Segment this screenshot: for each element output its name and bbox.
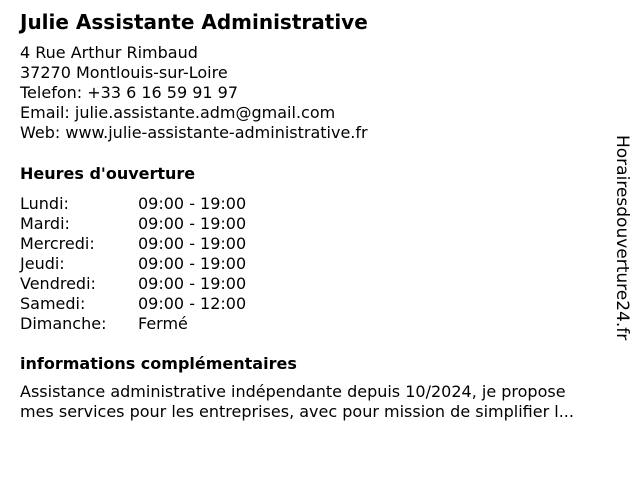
hours-row-friday	[20, 274, 246, 294]
address-line-2: 37270 Montlouis-sur-Loire	[20, 63, 228, 82]
info-line-2: mes services pour les entreprises, avec pour mission de simplifier l...	[20, 402, 574, 421]
day-label: Vendredi:	[20, 274, 96, 293]
day-label: Jeudi:	[20, 254, 65, 273]
day-label: Lundi:	[20, 194, 69, 213]
email-line[interactable]: Email: julie.assistante.adm@gmail.com	[20, 103, 336, 122]
time-value: 09:00 - 19:00	[138, 234, 247, 253]
day-label: Samedi:	[20, 294, 86, 313]
day-label: Mardi:	[20, 214, 70, 233]
web-line[interactable]: Web: www.julie-assistante-administrative.fr	[20, 123, 368, 142]
time-value: 09:00 - 19:00	[138, 194, 247, 213]
opening-hours-table	[20, 194, 246, 334]
hours-row-monday	[20, 194, 246, 214]
time-value: 09:00 - 19:00	[138, 214, 247, 233]
site-watermark: Horairesdouverture24.fr	[612, 135, 632, 341]
phone-line[interactable]: Telefon: +33 6 16 59 91 97	[20, 83, 239, 102]
time-value: 09:00 - 19:00	[138, 274, 247, 293]
business-name: Julie Assistante Administrative	[20, 10, 368, 34]
day-label: Mercredi:	[20, 234, 95, 253]
hours-row-thursday	[20, 254, 246, 274]
time-value: 09:00 - 19:00	[138, 254, 247, 273]
additional-info-text	[20, 382, 632, 422]
hours-row-sunday	[20, 314, 246, 334]
info-line-1: Assistance administrative indépendante depuis 10/2024, je propose	[20, 382, 566, 401]
day-label: Dimanche:	[20, 314, 107, 333]
time-value: 09:00 - 12:00	[138, 294, 247, 313]
hours-row-wednesday	[20, 234, 246, 254]
time-value: Fermé	[138, 314, 188, 333]
additional-info-heading: informations complémentaires	[20, 354, 297, 373]
opening-hours-heading: Heures d'ouverture	[20, 164, 196, 183]
address-line-1: 4 Rue Arthur Rimbaud	[20, 43, 198, 62]
hours-row-tuesday	[20, 214, 246, 234]
hours-row-saturday	[20, 294, 246, 314]
contact-block	[20, 43, 368, 143]
